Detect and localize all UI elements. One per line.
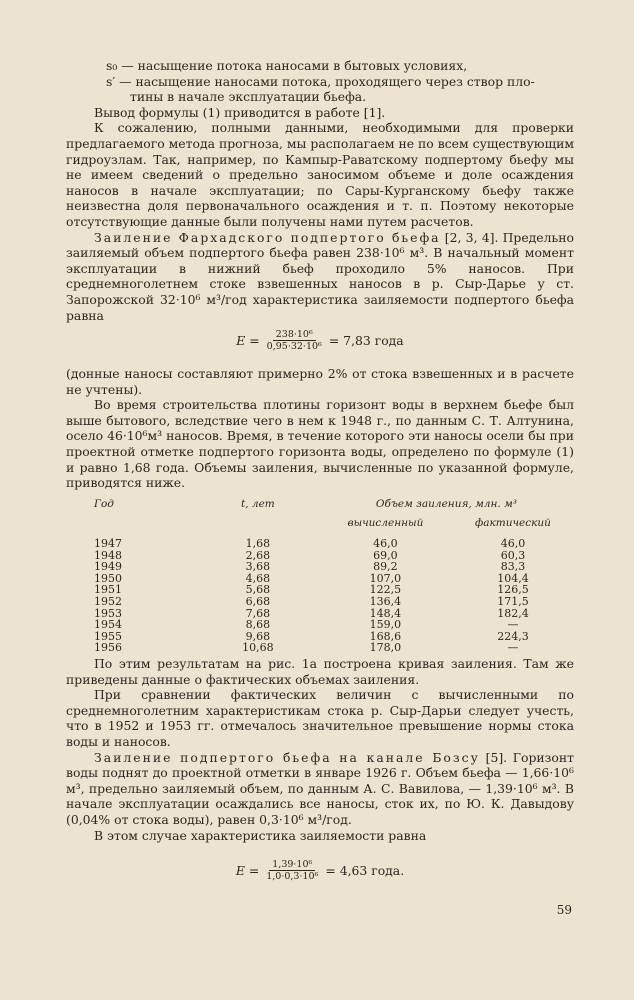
cell-year: 1952 (94, 595, 122, 608)
cell-year: 1951 (94, 583, 122, 597)
paragraph-characteristic: В этом случае характеристика заиляемости равна (94, 827, 427, 843)
cell-computed: 89,2 (373, 560, 398, 574)
cell-actual: 46,0 (500, 537, 526, 551)
cell-actual: 83,3 (500, 560, 526, 574)
section-heading-farkhad: Заиление Фархадского подпертого бьефа (94, 229, 441, 245)
formula-denominator: 1,0·0,3·10⁶ (266, 871, 319, 883)
cell-year: 1947 (94, 537, 122, 551)
formula-result: = 7,83 года (328, 332, 404, 348)
cell-computed: 136,4 (369, 595, 402, 608)
cell-computed: 168,6 (369, 629, 402, 643)
cell-computed: 107,0 (369, 571, 402, 585)
cell-computed: 69,0 (373, 548, 398, 562)
header-volume: Объем заиления, млн. м³ (375, 497, 517, 510)
cell-t: 10,68 (242, 641, 274, 655)
cell-computed: 46,0 (373, 537, 398, 551)
cell-computed: 148,4 (369, 606, 402, 620)
formula-fraction (264, 329, 325, 352)
page-number: 59 (556, 903, 572, 917)
definition-s-prime: s′ — насыщение наносами потока, проходящего через створ пло- (106, 73, 535, 89)
paragraph-farkhad-text: [2, 3, 4]. Предельно заиляемый объем подпертого бьефа равен 238·10⁶ м³. В начальный момент эксплуатации в нижний бьеф проходило 5% наносов. При среднемноголетнем стоке взвешенных наносов в р. Сыр-Дарье у ст. Запорожской 32·10⁶ м³/год характеристика заиляемости подпертого бьефа равна (66, 229, 574, 323)
cell-year: 1956 (94, 641, 122, 655)
cell-t: 7,68 (245, 606, 271, 620)
paragraph-data-availability: К сожалению, полными данными, необходимыми для проверки предлагаемого метода прогноза, мы располагаем не по всем существующим гидроузлам. Так, например, по Кампыр-Раватскому подпертому бьефу мы не имеем сведений о предельно заносимом объеме и доле осаждения наносов в начале эксплуатации; по Сары-Курганскому бьефу также неизвестна доля первоначального осаждения и т. п. Поэтому некоторые отсутствующие данные были получены нами путем расчетов. (66, 120, 574, 229)
paragraph-bozsu-text: [5]. Горизонт воды поднят до проектной отметки в январе 1926 г. Объем бьефа — 1,66·10⁶ м³, предельно заиляемый объем, по данным А. С. Вавилова, — 1,39·10⁶ м³. В начале эксплуатации осаждались все наносы, сток их, по Ю. К. Давыдову (0,04% от стока воды), равен 0,3·10⁶ м³/год. (66, 749, 574, 827)
cell-t: 9,68 (245, 629, 271, 643)
cell-year: 1954 (94, 618, 122, 632)
cell-computed: 159,0 (369, 618, 402, 632)
cell-year: 1953 (94, 606, 122, 620)
cell-t: 8,68 (245, 618, 271, 632)
cell-t: 2,68 (245, 548, 271, 562)
formula-lhs: E = (235, 862, 260, 878)
paragraph-farkhad (66, 230, 574, 324)
table-row (66, 608, 574, 620)
header-actual: фактический (475, 517, 551, 530)
formula-bozsu (66, 859, 574, 882)
table-row (66, 596, 574, 608)
cell-actual: 171,5 (497, 595, 529, 608)
cell-actual: 224,3 (497, 629, 529, 643)
cell-t: 5,68 (245, 583, 271, 597)
formula-lhs: E = (236, 332, 260, 348)
paragraph-comparison: При сравнении фактических величин с вычисленными по среднемноголетним характеристикам стока р. Сыр-Дарьи следует учесть, что в 1952 и 1953 гг. отмечалось значительное превышение нормы стока воды и наносов. (66, 687, 574, 749)
paragraph-bozsu (66, 750, 574, 828)
cell-actual: 60,3 (500, 548, 526, 562)
header-t: t, лет (240, 497, 275, 510)
formula-numerator: 1,39·10⁶ (269, 859, 315, 871)
cell-t: 4,68 (245, 571, 271, 585)
table-row (66, 538, 574, 550)
cell-actual: 126,5 (497, 583, 529, 597)
table-row (66, 642, 574, 654)
formula-numerator: 238·10⁶ (273, 329, 316, 341)
cell-computed: 122,5 (369, 583, 402, 597)
cell-year: 1949 (94, 560, 122, 574)
cell-t: 3,68 (245, 560, 271, 574)
formula-result: = 4,63 года. (325, 862, 405, 878)
cell-year: 1950 (94, 571, 122, 585)
cell-actual: 104,4 (497, 571, 529, 585)
definition-s-prime-cont: тины в начале эксплуатации бьефа. (130, 89, 367, 105)
cell-actual: — (507, 618, 519, 632)
cell-actual: 182,4 (497, 606, 529, 620)
formula-denominator: 0,95·32·10⁶ (266, 341, 322, 353)
section-heading-bozsu: Заиление подпертого бьефа на канале Бозсу (94, 749, 480, 765)
cell-actual: — (507, 641, 519, 655)
cell-year: 1948 (94, 548, 122, 562)
siltation-table (66, 497, 574, 654)
paragraph-construction: Во время строительства плотины горизонт воды в верхнем бьефе был выше бытового, вследствие чего в нем к 1948 г., по данным С. Т. Алтунина, осело 46·10⁶м³ наносов. Время, в течение которого эти наносы осели бы при проектной отметке подпертого горизонта воды, определено по формуле (1) и равно 1,68 года. Объемы заиления, вычисленные по указанной формуле, приводятся ниже. (66, 397, 574, 491)
header-computed: вычисленный (347, 517, 424, 530)
cell-computed: 178,0 (369, 641, 402, 655)
definition-s0: s₀ — насыщение потока наносами в бытовых условиях, (106, 58, 468, 73)
formula-fraction (263, 859, 321, 882)
table-row (66, 550, 574, 562)
cell-t: 1,68 (245, 537, 271, 551)
formula-farkhad (66, 329, 574, 352)
header-year: Год (94, 497, 114, 510)
table-row (66, 631, 574, 643)
cell-year: 1955 (94, 629, 122, 643)
paragraph-formula-reference: Вывод формулы (1) приводится в работе [1]. (94, 104, 386, 120)
table-body (66, 538, 574, 654)
paragraph-curve: По этим результатам на рис. 1а построена кривая заиления. Там же приведены данные о фактических объемах заиления. (66, 655, 574, 687)
paragraph-bed-load: (донные наносы составляют примерно 2% от стока взвешенных и в расчете не учтены). (66, 366, 574, 397)
cell-t: 6,68 (245, 595, 271, 608)
